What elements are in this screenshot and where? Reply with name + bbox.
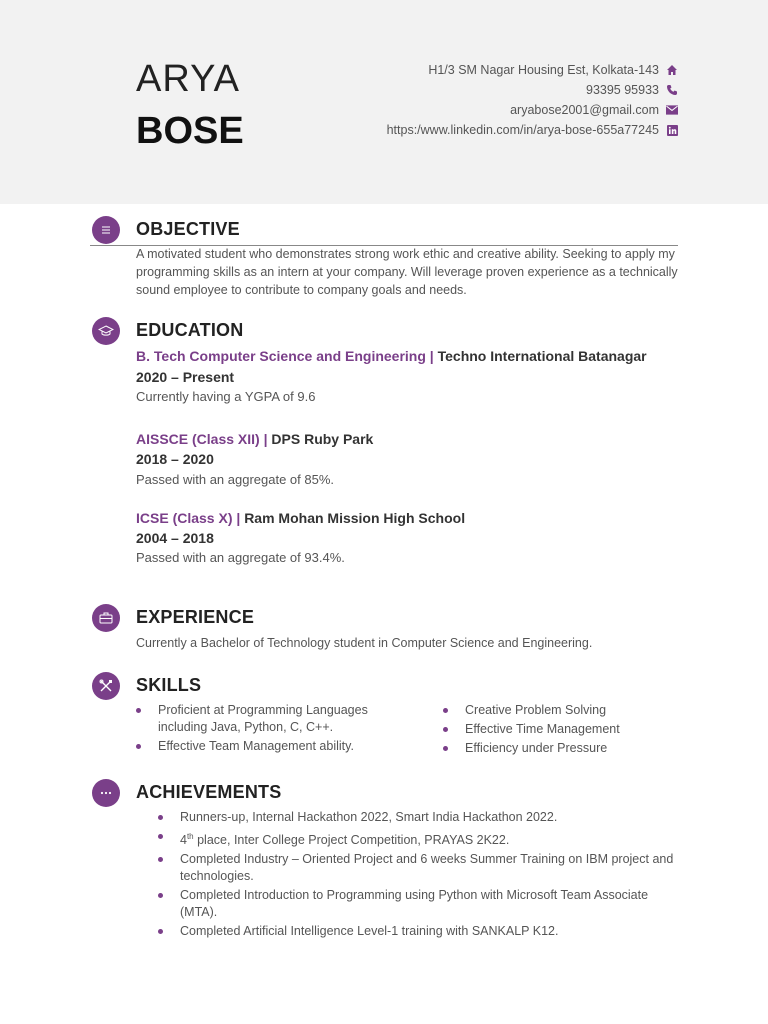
education-entry-3-title <box>136 510 465 526</box>
objective-section-icon <box>92 216 120 244</box>
degree-name: B. Tech Computer Science and Engineering <box>136 348 426 364</box>
objective-title: OBJECTIVE <box>136 219 240 239</box>
bullet-dot <box>158 893 163 898</box>
lines-icon <box>101 225 111 235</box>
school-name: Ram Mohan Mission High School <box>244 510 466 526</box>
skills-section-icon <box>92 672 120 700</box>
bullet-dot <box>136 708 141 713</box>
bullet-dot <box>158 857 163 862</box>
skills-list-left <box>136 702 386 757</box>
email-text[interactable]: aryabose2001@gmail.com <box>510 103 659 117</box>
more-dots-icon <box>100 791 112 795</box>
first-name: ARYA <box>136 58 240 100</box>
email-icon <box>666 104 678 116</box>
tools-icon <box>99 679 113 693</box>
phone-text: 93395 95933 <box>586 83 659 97</box>
list-item: 4th place, Inter College Project Competition, PRAYAS 2K22. <box>158 828 680 849</box>
contact-block <box>387 60 678 140</box>
objective-text: A motivated student who demonstrates strong work ethic and creative ability. Seeking to apply my programming skills as an intern at your company. Will leverage proven experience as a technically sound employee to contribute to company goals and needs. <box>136 247 678 297</box>
achievements-list <box>158 809 680 942</box>
education-entry-2-desc: Passed with an aggregate of 85%. <box>136 472 335 487</box>
list-item: Completed Artificial Intelligence Level-1 training with SANKALP K12. <box>158 923 680 940</box>
degree-name: ICSE (Class X) <box>136 510 233 526</box>
degree-separator: | <box>425 348 438 364</box>
degree-separator: | <box>259 431 272 447</box>
bullet-dot <box>158 834 163 839</box>
list-item: Runners-up, Internal Hackathon 2022, Smart India Hackathon 2022. <box>158 809 680 826</box>
education-section-icon <box>92 317 120 345</box>
list-item: Completed Industry – Oriented Project and 6 weeks Summer Training on IBM project and technologies. <box>158 851 680 885</box>
experience-section-icon <box>92 604 120 632</box>
degree-separator: | <box>232 510 245 526</box>
education-entry-1-title <box>136 348 647 364</box>
last-name: BOSE <box>136 110 244 152</box>
address-text: H1/3 SM Nagar Housing Est, Kolkata-143 <box>428 63 659 77</box>
graduation-cap-icon <box>98 325 114 337</box>
list-item: Effective Team Management ability. <box>136 738 386 755</box>
bullet-dot <box>158 815 163 820</box>
contact-email <box>387 100 678 120</box>
list-item: Creative Problem Solving <box>443 702 683 719</box>
contact-linkedin <box>387 120 678 140</box>
education-entry-1-years: 2020 – Present <box>136 369 235 385</box>
bullet-dot <box>443 746 448 751</box>
list-item: Effective Time Management <box>443 721 683 738</box>
bullet-dot <box>158 929 163 934</box>
education-title: EDUCATION <box>136 320 244 340</box>
skills-title: SKILLS <box>136 675 202 695</box>
bullet-dot <box>443 727 448 732</box>
briefcase-icon <box>99 612 113 624</box>
education-entry-2-years: 2018 – 2020 <box>136 451 214 467</box>
bullet-dot <box>136 744 141 749</box>
linkedin-icon <box>666 124 678 136</box>
skills-list-right <box>443 702 683 759</box>
list-item: Proficient at Programming Languages including Java, Python, C, C++. <box>136 702 386 736</box>
header-band <box>0 0 768 204</box>
school-name: Techno International Batanagar <box>437 348 647 364</box>
education-entry-3-years: 2004 – 2018 <box>136 530 214 546</box>
experience-text: Currently a Bachelor of Technology student in Computer Science and Engineering. <box>136 636 593 650</box>
list-item: Completed Introduction to Programming using Python with Microsoft Team Associate (MTA). <box>158 887 680 921</box>
school-name: DPS Ruby Park <box>271 431 374 447</box>
bullet-dot <box>443 708 448 713</box>
degree-name: AISSCE (Class XII) <box>136 431 260 447</box>
linkedin-text[interactable]: https:/www.linkedin.com/in/arya-bose-655a77245 <box>386 123 659 137</box>
contact-address <box>387 60 678 80</box>
education-entry-2-title <box>136 431 373 447</box>
home-icon <box>666 64 678 76</box>
education-entry-3-desc: Passed with an aggregate of 93.4%. <box>136 550 345 565</box>
experience-title: EXPERIENCE <box>136 607 255 627</box>
list-item: Efficiency under Pressure <box>443 740 683 757</box>
achievements-section-icon <box>92 779 120 807</box>
phone-icon <box>666 84 678 96</box>
education-entry-1-desc: Currently having a YGPA of 9.6 <box>136 389 316 404</box>
achievements-title: ACHIEVEMENTS <box>136 782 282 802</box>
contact-phone <box>387 80 678 100</box>
